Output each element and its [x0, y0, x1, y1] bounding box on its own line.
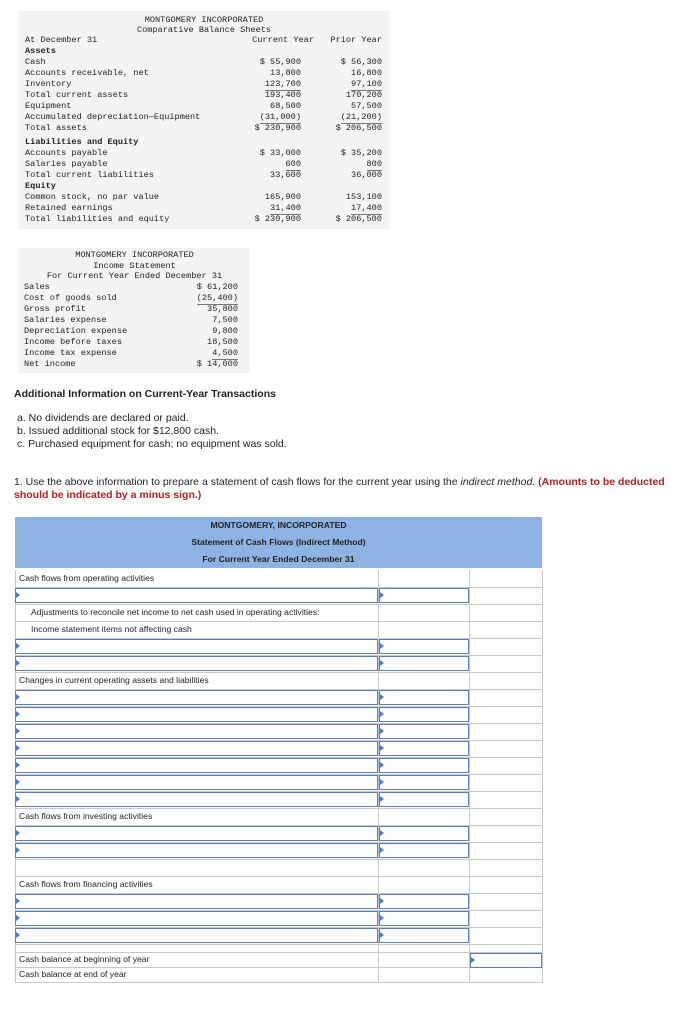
- bs-row-label: Total current assets: [25, 90, 129, 100]
- is-row-value: (25,400): [196, 292, 238, 303]
- cf-cell: [379, 876, 470, 894]
- dropdown-marker-icon: [16, 830, 20, 836]
- dropdown-marker-icon: [380, 898, 384, 904]
- cf-row: [15, 791, 542, 808]
- cf-cell: [470, 910, 543, 928]
- is-row-label: Salaries expense: [24, 314, 107, 325]
- cf-cell: [470, 842, 543, 860]
- cf-cell: [379, 967, 470, 983]
- bs-company: MONTGOMERY INCORPORATED: [144, 15, 264, 25]
- bs-row-label: Retained earnings: [25, 203, 113, 213]
- cf-row: [15, 604, 542, 621]
- cf-label-input[interactable]: [15, 690, 378, 705]
- is-row-value: 35,800: [207, 303, 238, 314]
- cf-label-input[interactable]: [15, 792, 378, 807]
- bs-row-label: Cash: [25, 57, 46, 67]
- is-row-label: Income tax expense: [24, 347, 117, 358]
- cf-row: [15, 740, 542, 757]
- cf-cell: [470, 604, 543, 622]
- dropdown-marker-icon: [16, 711, 20, 717]
- cf-label-input[interactable]: [15, 707, 378, 722]
- is-row: [19, 293, 250, 304]
- income-statement: [19, 248, 250, 373]
- cf-row-label: Adjustments to reconcile net income to net cash used in operating activities:: [31, 607, 320, 617]
- dropdown-marker-icon: [16, 694, 20, 700]
- cf-row-label: Income statement items not affecting cash: [31, 624, 192, 634]
- cf-cell: [470, 740, 543, 758]
- cf-amount-input[interactable]: [379, 911, 469, 926]
- cf-label-input[interactable]: [15, 724, 378, 739]
- cash-flow-statement: [15, 517, 542, 568]
- cf-row: [15, 967, 542, 982]
- dropdown-marker-icon: [380, 643, 384, 649]
- cf-cell: [470, 638, 543, 656]
- dropdown-marker-icon: [16, 643, 20, 649]
- dropdown-marker-icon: [380, 932, 384, 938]
- bs-row: [19, 148, 389, 159]
- cf-cell: [470, 876, 543, 894]
- cf-amount-input[interactable]: [379, 707, 469, 722]
- bs-row-current: $ 230,900: [254, 123, 301, 133]
- is-row-label: Depreciation expense: [24, 325, 128, 336]
- dropdown-marker-icon: [16, 898, 20, 904]
- bs-row: [19, 214, 389, 225]
- is-title: Income Statement: [93, 260, 176, 271]
- cf-cell: [470, 859, 543, 877]
- bs-row-current: 123,700: [264, 79, 301, 89]
- dropdown-marker-icon: [16, 932, 20, 938]
- cf-period: For Current Year Ended December 31: [202, 554, 355, 564]
- bs-date-label: At December 31: [25, 35, 98, 45]
- dropdown-marker-icon: [16, 779, 20, 785]
- cf-row: [15, 944, 542, 952]
- cf-amount-input[interactable]: [379, 639, 469, 654]
- dropdown-marker-icon: [471, 957, 475, 963]
- bs-row-label: Inventory: [25, 79, 72, 89]
- dropdown-marker-icon: [16, 745, 20, 751]
- note-a: a. No dividends are declared or paid.: [17, 412, 189, 424]
- bs-liab-heading: Liabilities and Equity: [25, 137, 139, 147]
- bs-row-current: 13,800: [270, 68, 301, 78]
- bs-row-label: Total assets: [25, 123, 87, 133]
- bs-row-label: Salaries payable: [25, 159, 108, 169]
- cf-label-input[interactable]: [15, 639, 378, 654]
- bs-row: [19, 57, 389, 68]
- bs-equity-heading: Equity: [25, 181, 56, 191]
- dropdown-marker-icon: [380, 796, 384, 802]
- additional-heading: Additional Information on Current-Year Transactions: [14, 388, 276, 400]
- question-method: indirect method.: [460, 476, 536, 488]
- dropdown-marker-icon: [16, 762, 20, 768]
- cf-row: [15, 910, 542, 927]
- cf-cell: [379, 952, 470, 968]
- cf-label-input[interactable]: [15, 588, 378, 603]
- cf-cell: [470, 706, 543, 724]
- cf-label-input[interactable]: [15, 843, 378, 858]
- cf-amount-input[interactable]: [379, 775, 469, 790]
- cf-cell: [470, 621, 543, 639]
- cf-label-input[interactable]: [15, 656, 378, 671]
- bs-row: [19, 123, 389, 134]
- bs-row-prior: $ 56,300: [340, 57, 382, 67]
- dropdown-marker-icon: [380, 711, 384, 717]
- is-row-label: Cost of goods sold: [24, 292, 117, 303]
- cf-cell: [470, 927, 543, 945]
- bs-row: [19, 101, 389, 112]
- cf-row-label: Cash balance at beginning of year: [19, 954, 150, 964]
- bs-row-current: $ 33,000: [259, 148, 301, 158]
- bs-row-prior: 36,000: [351, 170, 382, 180]
- dropdown-marker-icon: [380, 660, 384, 666]
- is-row: [19, 326, 250, 337]
- is-row-value: $ 61,200: [196, 281, 238, 292]
- is-row-label: Gross profit: [24, 303, 86, 314]
- bs-row-current: 31,400: [270, 203, 301, 213]
- note-c: c. Purchased equipment for cash; no equipment was sold.: [17, 438, 287, 450]
- cf-row: [15, 638, 542, 655]
- dropdown-marker-icon: [16, 728, 20, 734]
- bs-row: [19, 79, 389, 90]
- bs-row: [19, 90, 389, 101]
- dropdown-marker-icon: [380, 592, 384, 598]
- bs-row-prior: (21,200): [340, 112, 382, 122]
- cf-row: [15, 689, 542, 706]
- cf-row: [15, 927, 542, 944]
- bs-row-current: $ 55,900: [259, 57, 301, 67]
- bs-row-label: Equipment: [25, 101, 72, 111]
- bs-row-current: (31,000): [259, 112, 301, 122]
- is-row: [19, 282, 250, 293]
- cf-row: [15, 587, 542, 604]
- bs-row-current: 193,400: [264, 90, 301, 100]
- cf-row: [15, 672, 542, 689]
- dropdown-marker-icon: [16, 660, 20, 666]
- bs-title: Comparative Balance Sheets: [136, 25, 272, 35]
- cf-row-label: Cash flows from financing activities: [19, 879, 153, 889]
- cf-row: [15, 842, 542, 859]
- cf-label-input[interactable]: [15, 894, 378, 909]
- bs-assets-heading: Assets: [25, 46, 56, 56]
- cf-row: [15, 774, 542, 791]
- cf-cell: [470, 689, 543, 707]
- cf-company: MONTGOMERY, INCORPORATED: [210, 520, 347, 530]
- question-text: [14, 476, 674, 502]
- cf-cell: [379, 672, 470, 690]
- cf-cell: [470, 967, 543, 983]
- cf-label-input[interactable]: [15, 911, 378, 926]
- cf-cell: [470, 791, 543, 809]
- cf-cell: [470, 825, 543, 843]
- cf-row: [15, 621, 542, 638]
- bs-row-current: 33,600: [270, 170, 301, 180]
- cf-label-input[interactable]: [15, 928, 378, 943]
- cf-title: Statement of Cash Flows (Indirect Method): [191, 537, 366, 547]
- cf-amount-input[interactable]: [379, 690, 469, 705]
- cf-row: [15, 876, 542, 893]
- cf-row: [15, 757, 542, 774]
- question-prefix: 1. Use the above information to prepare a statement of cash flows for the current year using the: [14, 476, 461, 488]
- cf-label-input[interactable]: [15, 741, 378, 756]
- bs-row: [19, 68, 389, 79]
- dropdown-marker-icon: [380, 779, 384, 785]
- bs-row: [19, 203, 389, 214]
- cf-cell: [470, 723, 543, 741]
- bs-row-label: Accumulated depreciation—Equipment: [25, 112, 201, 122]
- is-row: [19, 315, 250, 326]
- cf-row-label: Cash balance at end of year: [19, 969, 127, 979]
- cf-row: [15, 825, 542, 842]
- bs-row-prior: $ 206,500: [335, 214, 382, 224]
- cf-cell: [470, 672, 543, 690]
- bs-row-label: Accounts receivable, net: [25, 68, 149, 78]
- cf-label-input[interactable]: [15, 826, 378, 841]
- cf-cell: [470, 570, 543, 588]
- bs-col-prior: Prior Year: [330, 35, 382, 45]
- bs-row-label: Total liabilities and equity: [25, 214, 170, 224]
- bs-row-prior: 800: [366, 159, 382, 169]
- cf-row: [15, 859, 542, 876]
- bs-row: [19, 112, 389, 123]
- bs-row-prior: $ 206,500: [335, 123, 382, 133]
- cf-label-input[interactable]: [15, 758, 378, 773]
- cf-row: [15, 952, 542, 967]
- cf-cell: [470, 808, 543, 826]
- question-instruction: (Amounts to be deducted should be indicated by a minus sign.): [14, 476, 665, 501]
- bs-row-label: Total current liabilities: [25, 170, 154, 180]
- dropdown-marker-icon: [16, 847, 20, 853]
- cf-cell: [379, 621, 470, 639]
- bs-row-current: 165,900: [264, 192, 301, 202]
- cf-amount-input[interactable]: [379, 843, 469, 858]
- bs-col-current: Current Year: [252, 35, 314, 45]
- is-row: [19, 337, 250, 348]
- cf-cell: [470, 774, 543, 792]
- cf-row-label: Cash flows from investing activities: [19, 811, 153, 821]
- cf-banner: [15, 517, 542, 568]
- bs-row: [19, 159, 389, 170]
- bs-row-prior: 97,100: [351, 79, 382, 89]
- cf-amount-input[interactable]: [379, 656, 469, 671]
- cf-row: [15, 808, 542, 825]
- bs-row: [19, 192, 389, 203]
- cf-cell: [470, 655, 543, 673]
- bs-row-prior: 17,400: [351, 203, 382, 213]
- is-period: For Current Year Ended December 31: [46, 271, 223, 281]
- cf-amount-input[interactable]: [379, 792, 469, 807]
- cf-amount-input[interactable]: [379, 588, 469, 603]
- dropdown-marker-icon: [16, 915, 20, 921]
- is-row: [19, 304, 250, 315]
- dropdown-marker-icon: [380, 830, 384, 836]
- cf-cell: [379, 570, 470, 588]
- is-row-value: 4,500: [212, 347, 238, 358]
- dropdown-marker-icon: [380, 694, 384, 700]
- bs-row-current: 68,500: [270, 101, 301, 111]
- is-row-value: $ 14,000: [196, 358, 238, 369]
- cf-cell: [470, 587, 543, 605]
- cf-row: [15, 570, 542, 587]
- cf-total-input[interactable]: [470, 953, 542, 968]
- dropdown-marker-icon: [380, 847, 384, 853]
- dropdown-marker-icon: [380, 745, 384, 751]
- cf-amount-input[interactable]: [379, 758, 469, 773]
- dropdown-marker-icon: [380, 762, 384, 768]
- dropdown-marker-icon: [16, 796, 20, 802]
- bs-row-prior: 153,100: [345, 192, 382, 202]
- cf-cell: [470, 757, 543, 775]
- cf-row-label: Cash flows from operating activities: [19, 573, 155, 583]
- cf-row: [15, 893, 542, 910]
- is-row: [19, 359, 250, 370]
- bs-row-label: Accounts payable: [25, 148, 108, 158]
- balance-sheet: [19, 11, 389, 229]
- bs-row-label: Common stock, no par value: [25, 192, 160, 202]
- cf-row: [15, 706, 542, 723]
- cf-cell: [379, 859, 470, 877]
- cf-amount-input[interactable]: [379, 826, 469, 841]
- is-company: MONTGOMERY INCORPORATED: [75, 250, 194, 260]
- dropdown-marker-icon: [380, 915, 384, 921]
- cf-amount-input[interactable]: [379, 724, 469, 739]
- bs-row-prior: 16,800: [351, 68, 382, 78]
- cf-row-label: Changes in current operating assets and liabilities: [19, 675, 209, 685]
- cf-cell: [15, 859, 379, 877]
- bs-row-prior: 57,500: [351, 101, 382, 111]
- cf-row: [15, 723, 542, 740]
- is-row-label: Sales: [24, 281, 50, 292]
- is-row-label: Net income: [24, 358, 76, 369]
- cf-amount-input[interactable]: [379, 894, 469, 909]
- is-row: [19, 348, 250, 359]
- cf-cell: [470, 893, 543, 911]
- bs-row-current: $ 230,900: [254, 214, 301, 224]
- bs-row-current: 600: [285, 159, 301, 169]
- bs-row-prior: $ 35,200: [340, 148, 382, 158]
- note-b: b. Issued additional stock for $12,800 cash.: [17, 425, 219, 437]
- cf-cell: [379, 604, 470, 622]
- is-row-value: 9,800: [212, 325, 238, 336]
- bs-row: [19, 170, 389, 181]
- is-row-value: 7,500: [212, 314, 238, 325]
- cf-cell: [379, 808, 470, 826]
- bs-row-prior: 170,200: [345, 90, 382, 100]
- cf-label-input[interactable]: [15, 775, 378, 790]
- cf-amount-input[interactable]: [379, 741, 469, 756]
- is-row-value: 18,500: [207, 336, 238, 347]
- cf-amount-input[interactable]: [379, 928, 469, 943]
- cf-row: [15, 655, 542, 672]
- dropdown-marker-icon: [16, 592, 20, 598]
- is-row-label: Income before taxes: [24, 336, 122, 347]
- dropdown-marker-icon: [380, 728, 384, 734]
